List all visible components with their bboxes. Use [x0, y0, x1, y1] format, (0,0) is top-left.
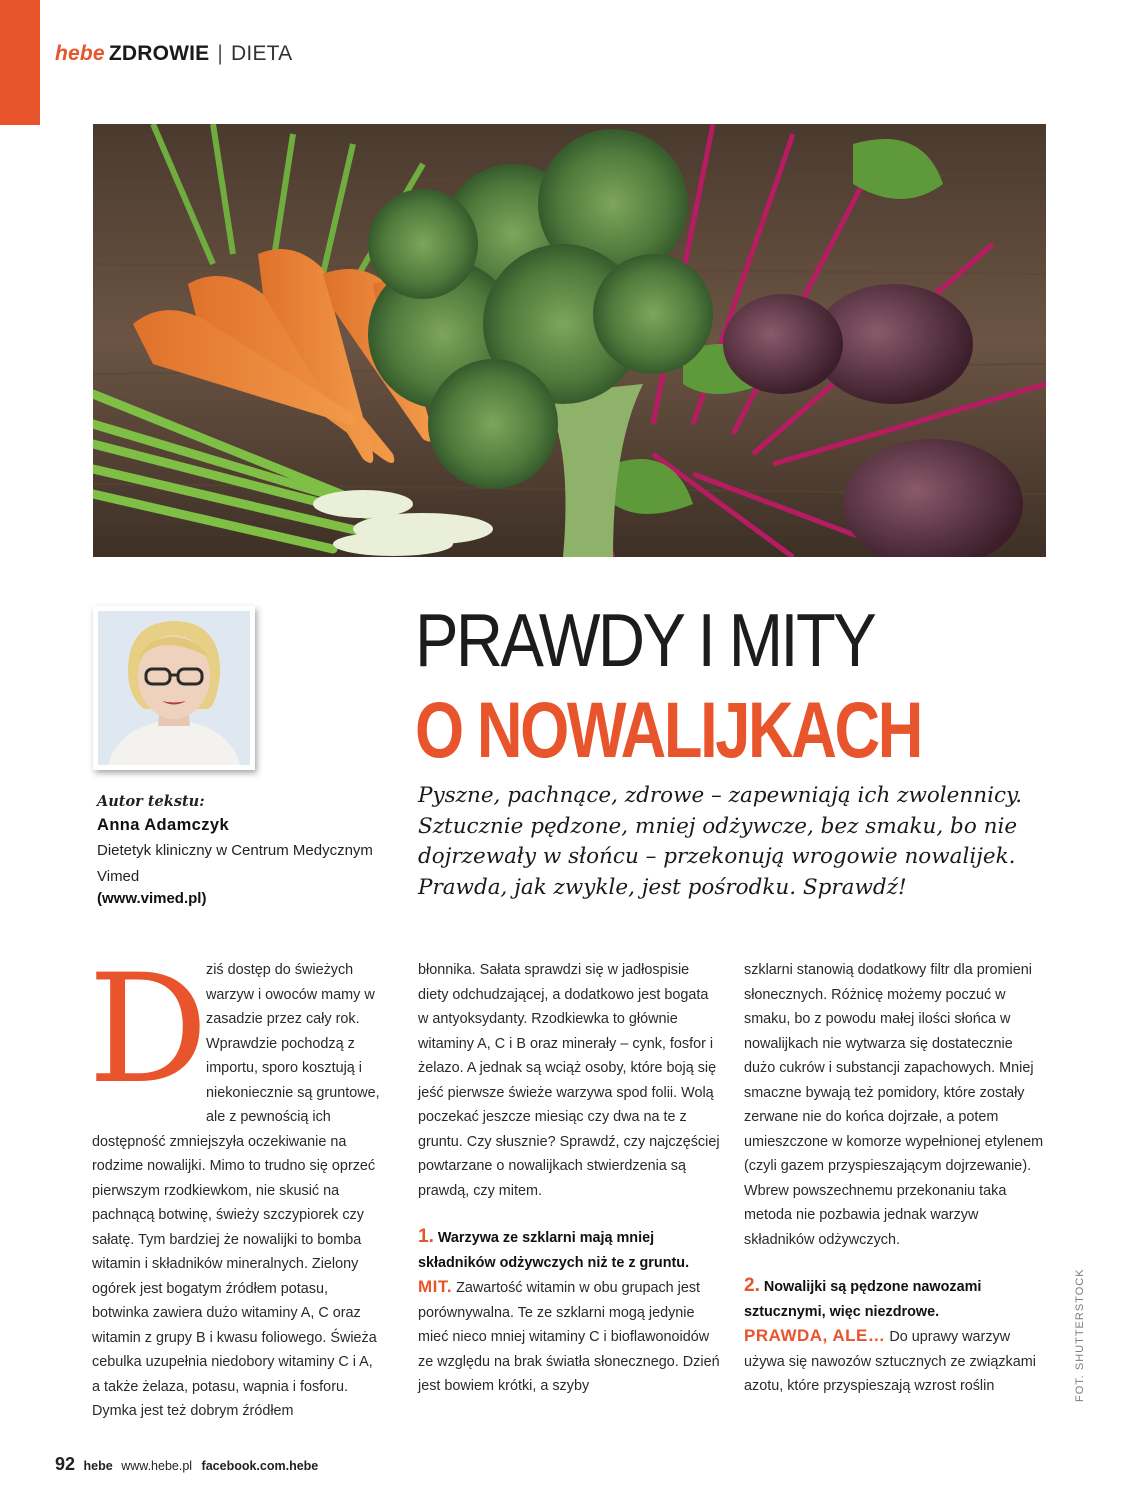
header-subsection: DIETA	[231, 42, 293, 65]
body-column-1	[88, 943, 384, 1424]
drop-cap: D	[88, 943, 209, 1117]
question-1-text: Warzywa ze szklarni mają mniej składników odżywczych niż te z gruntu.	[418, 1230, 690, 1271]
title-line-2: O NOWALIJKACH	[415, 685, 921, 774]
answer-1	[418, 1275, 720, 1399]
answer-2-text: Do uprawy warzyw używa się nawozów sztucznych ze związkami azotu, które przyspieszają wzrost roślin	[744, 1329, 1036, 1394]
footer-brand: hebe	[83, 1459, 113, 1473]
footer-facebook-link[interactable]: facebook.com.hebe	[201, 1459, 319, 1473]
header-separator: |	[217, 42, 224, 65]
page-number: 92	[55, 1454, 76, 1474]
question-1-number: 1.	[418, 1226, 434, 1247]
lead-paragraph: Pyszne, pachnące, zdrowe – zapewniają ich zwolennicy. Sztucznie pędzone, mniej odżywcze, bez smaku, bo nie dojrzewały w słońcu – przekonują wrogowie nowalijek. Prawda, jak zwykle, jest pośrodku. Sprawdź!	[418, 783, 1023, 900]
question-1	[418, 1225, 720, 1275]
page-header	[55, 42, 292, 66]
body-column-2	[418, 958, 720, 1399]
question-2-number: 2.	[744, 1275, 760, 1296]
accent-bar	[0, 0, 40, 125]
body-column-3	[744, 958, 1044, 1399]
question-2-text: Nowalijki są pędzone nawozami sztucznymi, więc niezdrowe.	[744, 1279, 982, 1320]
author-portrait	[93, 606, 255, 770]
answer-1-verdict: MIT.	[418, 1277, 453, 1296]
answer-2-verdict: PRAWDA, ALE…	[744, 1326, 886, 1345]
author-name: Anna Adamczyk	[97, 816, 230, 834]
page-footer	[55, 1454, 318, 1475]
question-2	[744, 1274, 1044, 1324]
author-link[interactable]: (www.vimed.pl)	[97, 890, 207, 907]
author-photo	[98, 611, 250, 765]
header-brand: hebe	[55, 42, 105, 65]
body-text: ziś dostęp do świeżych warzyw i owoców mamy w zasadzie przez cały rok. Wprawdzie pochodzą z importu, sporo kosztują i niekoniecznie są gruntowe, ale z pewnością ich dostępność zmniejszyła oczekiwanie na rodzime nowalijki. Mimo to trudno się oprzeć pierwszym rzodkiewkom, nie skusić na pachnącą botwinę, świeży szczypiorek czy sałatę. Tym bardziej że nowalijki to bomba witamin i składników mineralnych. Zielony ogórek jest bogatym źródłem potasu, botwinka zawiera dużo witaminy A, C oraz witamin z grupy B i kwasu foliowego. Świeża cebulka uzupełnia niedobory witaminy C i A, a także żelaza, potasu, wapnia i fosforu. Dymka jest też dobrym źródłem	[92, 962, 380, 1419]
answer-1-text: Zawartość witamin w obu grupach jest porównywalna. Te ze szklarni mogą jedynie mieć nieco mniej witaminy C i bioflawonoidów ze względu na brak światła słonecznego. Dzień jest bowiem krótki, a szyby	[418, 1280, 720, 1394]
answer-2	[744, 1324, 1044, 1399]
author-box	[97, 793, 377, 907]
body-text: błonnika. Sałata sprawdzi się w jadłospisie diety odchudzającej, a dodatkowo jest bogata w antyoksydanty. Rzodkiewka to głównie witaminy A, C i B oraz minerały – cynk, fosfor i żelazo. A jednak są wciąż osoby, które boją się jeść pierwsze świeże warzywa spod folii. Wolą poczekać jeszcze miesiąc czy dwa na te z gruntu. Czy słusznie? Sprawdź, czy najczęściej powtarzane o nowalijkach stwierdzenia są prawdą, czy mitem.	[418, 962, 720, 1199]
title-line-1: PRAWDY I MITY	[415, 598, 875, 682]
hero-image	[93, 124, 1046, 557]
author-caption: Autor tekstu:	[97, 793, 205, 810]
header-section: ZDROWIE	[108, 42, 210, 65]
vegetables-illustration	[93, 124, 1046, 557]
photo-credit: FOT. SHUTTERSTOCK	[1074, 1268, 1086, 1402]
body-text: szklarni stanowią dodatkowy filtr dla promieni słonecznych. Różnicę możemy poczuć w smaku, bo z powodu małej ilości słońca w nowalijkach nie wytwarza się dostatecznie dużo cukrów i substancji zapachowych. Mniej smaczne bywają też pomidory, które zostały zerwane nie do końca dojrzałe, a potem umieszczone w komorze wypełnionej etylenem (czyli gazem przyspieszającym dojrzewanie). Wbrew powszechnemu przekonaniu taka metoda nie pozbawia jednak warzyw składników odżywczych.	[744, 962, 1044, 1248]
author-role: Dietetyk kliniczny w Centrum Medycznym Vimed	[97, 842, 373, 885]
footer-site-link[interactable]: www.hebe.pl	[121, 1459, 193, 1473]
